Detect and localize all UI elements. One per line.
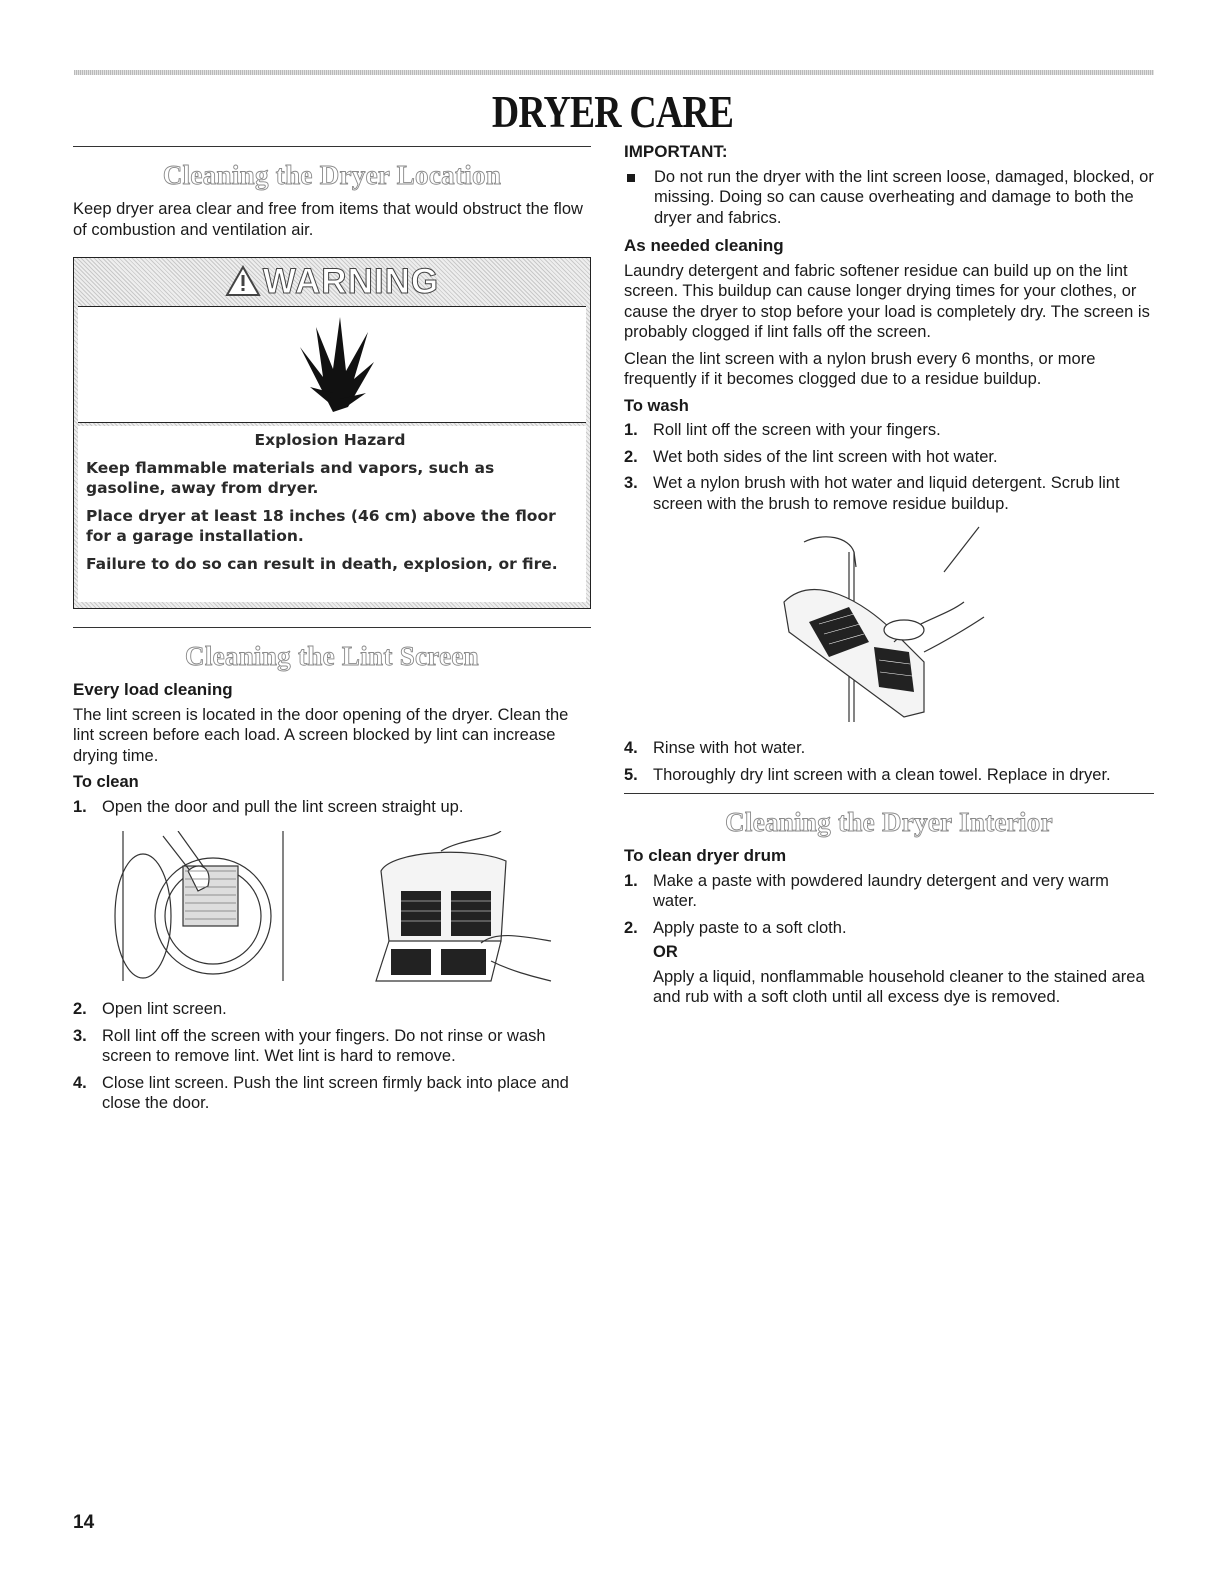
location-body: Keep dryer area clear and free from items that would obstruct the flow of combustion and ventilation air. — [73, 200, 583, 239]
list-item: 5. Thoroughly dry lint screen with a clean towel. Replace in dryer. — [624, 765, 1111, 784]
or-text: Apply a liquid, nonflammable household cleaner to the stained area and rub with a soft cloth until all excess dye is removed. — [653, 967, 1145, 1006]
list-item: 3. Wet a nylon brush with hot water and liquid detergent. Scrub lint screen with the brush to remove residue buildup. — [624, 474, 1120, 513]
warning-banner-text: WARNING — [262, 262, 440, 301]
list-item: 4. Rinse with hot water. — [624, 739, 806, 757]
dryer-door-illustration — [103, 831, 293, 991]
important-label: IMPORTANT: — [624, 142, 728, 161]
to-clean-steps-continued — [73, 999, 591, 1114]
to-wash-steps — [624, 420, 1154, 514]
hazard-title: Explosion Hazard — [254, 431, 406, 449]
top-decorative-rule — [74, 70, 1154, 75]
lint-screen-washing-illustration — [624, 522, 1154, 732]
warning-text-panel — [78, 426, 586, 602]
list-item: 3. Roll lint off the screen with your fingers. Do not rinse or wash screen to remove lint. Wet lint is hard to remove. — [73, 1026, 546, 1065]
warning-triangle-icon — [225, 265, 261, 297]
explosion-icon — [78, 307, 588, 420]
page-number: 14 — [73, 1512, 95, 1533]
page-title: DRYER CARE — [491, 87, 734, 137]
warning-line: Keep flammable materials and vapors, such as gasoline, away from dryer. — [86, 459, 495, 497]
list-item: 2. Open lint screen. — [73, 1000, 227, 1018]
important-bullet: Do not run the dryer with the lint screen loose, damaged, blocked, or missing. Doing so can cause overheating and damage to both the dryer and fabrics. — [624, 167, 1154, 229]
section-heading-lint-screen: Cleaning the Lint Screen — [73, 627, 591, 672]
list-item: 4. Close lint screen. Push the lint screen firmly back into place and close the door. — [73, 1073, 569, 1112]
drum-steps — [624, 871, 1154, 939]
list-item: 1. Make a paste with powdered laundry detergent and very warm water. — [624, 871, 1109, 910]
left-column — [73, 146, 591, 1120]
bullet-square-icon — [627, 174, 635, 182]
lint-screen-open-illustration — [361, 831, 561, 991]
warning-line: Place dryer at least 18 inches (46 cm) above the floor for a garage installation. — [86, 507, 556, 545]
warning-line: Failure to do so can result in death, explosion, or fire. — [86, 555, 558, 573]
to-clean-heading: To clean — [73, 773, 139, 791]
section-heading-interior: Cleaning the Dryer Interior — [624, 793, 1154, 838]
as-needed-paragraph: Laundry detergent and fabric softener residue can build up on the lint screen. This buildup can cause longer drying times for your clothes, or cause the dryer to stop before your load is completely dry. The screen is probably clogged if lint falls off the screen. — [624, 261, 1150, 341]
hazard-icon-panel — [78, 306, 586, 423]
section-heading-location: Cleaning the Dryer Location — [73, 146, 591, 191]
drum-heading: To clean dryer drum — [624, 846, 787, 865]
every-load-heading: Every load cleaning — [73, 680, 233, 699]
to-wash-heading: To wash — [624, 396, 689, 415]
list-item: 1. Roll lint off the screen with your fingers. — [624, 421, 941, 439]
to-wash-steps-continued — [624, 738, 1154, 785]
warning-banner — [74, 258, 590, 306]
as-needed-paragraph: Clean the lint screen with a nylon brush every 6 months, or more frequently if it becomes clogged due to a residue buildup. — [624, 349, 1096, 388]
list-item: 2. Apply paste to a soft cloth. — [624, 918, 847, 937]
list-item: 1. Open the door and pull the lint screen straight up. — [73, 797, 464, 816]
every-load-body: The lint screen is located in the door opening of the dryer. Clean the lint screen before each load. A screen blocked by lint can increase drying time. — [73, 705, 569, 765]
lint-screen-figures — [73, 831, 591, 991]
list-item: 2. Wet both sides of the lint screen with hot water. — [624, 447, 998, 466]
or-label: OR — [653, 943, 678, 961]
as-needed-heading: As needed cleaning — [624, 236, 784, 255]
to-clean-steps — [73, 797, 591, 818]
right-column — [624, 142, 1154, 1014]
warning-box — [73, 257, 591, 609]
